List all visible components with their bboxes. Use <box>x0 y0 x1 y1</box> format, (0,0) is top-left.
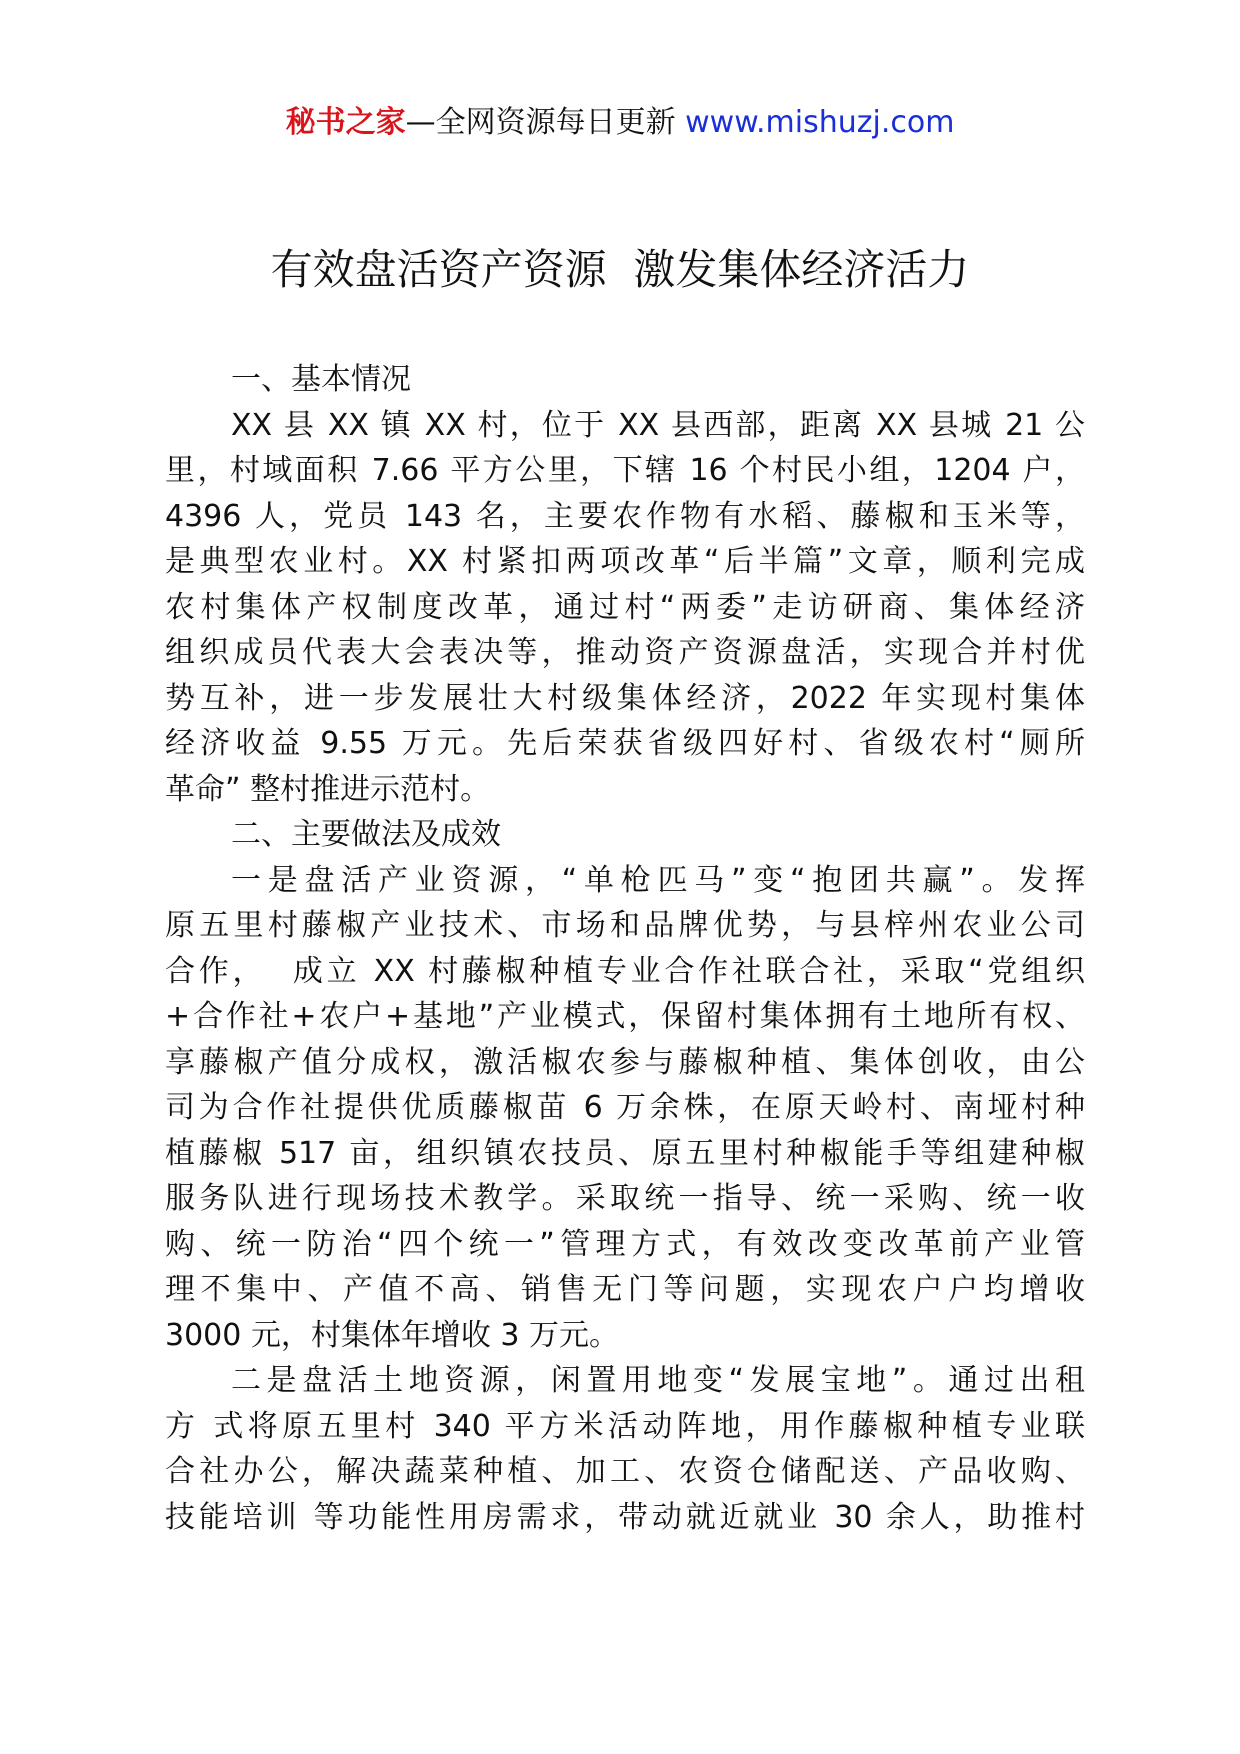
paragraph-line: 植藤椒 517 亩，组织镇农技员、原五里村种椒能手等组建种椒 <box>165 1135 1085 1171</box>
document-body <box>165 357 1085 1540</box>
paragraph-line: +合作社+农户+基地”产业模式，保留村集体拥有土地所有权、 <box>165 999 1085 1034</box>
site-url-link[interactable]: www.mishuzj.com <box>685 105 955 140</box>
paragraph-line: 原五里村藤椒产业技术、市场和品牌优势，与县梓州农业公司 <box>165 908 1085 943</box>
paragraph-line: 服务队进行现场技术教学。采取统一指导、统一采购、统一收 <box>165 1181 1085 1216</box>
paragraph-line: 购、统一防治“四个统一”管理方式，有效改变改革前产业管 <box>165 1226 1085 1262</box>
paragraph-line: 二是盘活土地资源，闲置用地变“发展宝地”。通过出租 <box>231 1363 1085 1398</box>
document-title: 有效盘活资产资源 激发集体经济活力 <box>270 245 970 294</box>
paragraph-line: 经济收益 9.55 万元。先后荣获省级四好村、省级农村“厕所 <box>165 726 1085 761</box>
paragraph-line: 方 式将原五里村 340 平方米活动阵地，用作藤椒种植专业联 <box>165 1408 1085 1444</box>
paragraph-line: 里，村域面积 7.66 平方公里，下辖 16 个村民小组，1204 户， <box>165 453 1085 488</box>
section-heading: 一、基本情况 <box>231 362 411 397</box>
paragraph-line: 农村集体产权制度改革，通过村“两委”走访研商、集体经济 <box>165 589 1085 625</box>
paragraph-line: 技能培训 等功能性用房需求，带动就近就业 30 余人，助推村 <box>165 1499 1085 1535</box>
paragraph-line: 享藤椒产值分成权，激活椒农参与藤椒种植、集体创收，由公 <box>165 1044 1085 1080</box>
header-tagline: —全网资源每日更新 <box>405 105 686 140</box>
paragraph-line: 是典型农业村。XX 村紧扣两项改革“后半篇”文章，顺利完成 <box>165 544 1085 579</box>
brand-name: 秘书之家 <box>285 105 406 140</box>
paragraph-line: 组织成员代表大会表决等，推动资产资源盘活，实现合并村优 <box>165 635 1085 670</box>
site-header <box>0 100 1240 146</box>
paragraph-line: 4396 人，党员 143 名，主要农作物有水稻、藤椒和玉米等， <box>165 498 1085 534</box>
paragraph-line: 3000 元，村集体年增收 3 万元。 <box>165 1317 620 1353</box>
paragraph-line: 合作， 成立 XX 村藤椒种植专业合作社联合社，采取“党组织 <box>165 953 1085 989</box>
paragraph-line: 理不集中、产值不高、销售无门等问题，实现农户户均增收 <box>165 1272 1085 1307</box>
section-heading: 二、主要做法及成效 <box>231 817 501 852</box>
paragraph-line: 司为合作社提供优质藤椒苗 6 万余株，在原天岭村、南垭村种 <box>165 1090 1085 1125</box>
paragraph-line: 一是盘活产业资源，“单枪匹马”变“抱团共赢”。发挥 <box>231 862 1085 898</box>
paragraph-line: 革命” 整村推进示范村。 <box>165 771 491 807</box>
paragraph-line: 合社办公，解决蔬菜种植、加工、农资仓储配送、产品收购、 <box>165 1454 1085 1489</box>
paragraph-line: 势互补，进一步发展壮大村级集体经济，2022 年实现村集体 <box>165 680 1085 716</box>
paragraph-line: XX 县 XX 镇 XX 村，位于 XX 县西部，距离 XX 县城 21 公 <box>231 407 1085 443</box>
